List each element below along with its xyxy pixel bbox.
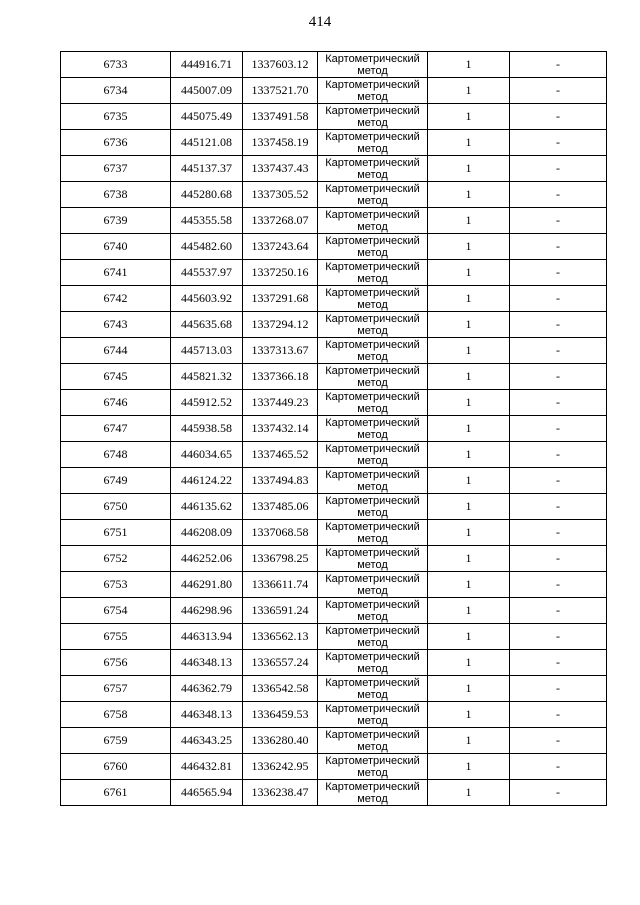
coordinate-x-cell: 446565.94: [171, 780, 243, 806]
method-line-2: метод: [357, 246, 388, 259]
accuracy-cell: 1: [428, 104, 510, 130]
table-row: [61, 338, 607, 364]
table-row: [61, 546, 607, 572]
accuracy-cell: 1: [428, 78, 510, 104]
coordinate-x-cell: 446208.09: [171, 520, 243, 546]
method-line-1: Картометрический: [325, 364, 420, 377]
method-cell: [318, 286, 428, 312]
table-row: [61, 728, 607, 754]
coordinate-y-cell: 1336242.95: [243, 754, 318, 780]
coordinate-x-cell: 446124.22: [171, 468, 243, 494]
accuracy-cell: 1: [428, 130, 510, 156]
table-row: [61, 208, 607, 234]
table-row: [61, 416, 607, 442]
point-number-cell: 6742: [61, 286, 171, 312]
coordinates-table: [60, 51, 607, 806]
method-cell: [318, 364, 428, 390]
coordinate-y-cell: 1336798.25: [243, 546, 318, 572]
coordinate-x-cell: 446362.79: [171, 676, 243, 702]
method-text: [318, 728, 427, 753]
accuracy-cell: 1: [428, 260, 510, 286]
point-number-cell: 6755: [61, 624, 171, 650]
method-line-2: метод: [357, 792, 388, 805]
method-text: [318, 260, 427, 285]
accuracy-cell: 1: [428, 364, 510, 390]
point-number-cell: 6752: [61, 546, 171, 572]
method-cell: [318, 754, 428, 780]
note-cell: -: [510, 52, 607, 78]
method-line-2: метод: [357, 272, 388, 285]
method-line-1: Картометрический: [325, 520, 420, 533]
coordinate-x-cell: 446348.13: [171, 650, 243, 676]
method-line-2: метод: [357, 168, 388, 181]
coordinate-y-cell: 1337291.68: [243, 286, 318, 312]
note-cell: -: [510, 156, 607, 182]
method-line-1: Картометрический: [325, 468, 420, 481]
method-text: [318, 208, 427, 233]
point-number-cell: 6733: [61, 52, 171, 78]
table-row: [61, 494, 607, 520]
method-text: [318, 130, 427, 155]
note-cell: -: [510, 442, 607, 468]
coordinate-y-cell: 1337268.07: [243, 208, 318, 234]
point-number-cell: 6757: [61, 676, 171, 702]
accuracy-cell: 1: [428, 182, 510, 208]
method-line-2: метод: [357, 584, 388, 597]
note-cell: -: [510, 130, 607, 156]
method-text: [318, 286, 427, 311]
accuracy-cell: 1: [428, 546, 510, 572]
accuracy-cell: 1: [428, 208, 510, 234]
method-line-2: метод: [357, 220, 388, 233]
method-line-1: Картометрический: [325, 676, 420, 689]
method-line-1: Картометрический: [325, 416, 420, 429]
point-number-cell: 6749: [61, 468, 171, 494]
method-line-1: Картометрический: [325, 312, 420, 325]
method-line-1: Картометрический: [325, 494, 420, 507]
coordinate-x-cell: 446298.96: [171, 598, 243, 624]
method-text: [318, 494, 427, 519]
method-line-2: метод: [357, 636, 388, 649]
point-number-cell: 6759: [61, 728, 171, 754]
table-row: [61, 130, 607, 156]
method-line-1: Картометрический: [325, 208, 420, 221]
method-cell: [318, 312, 428, 338]
method-line-1: Картометрический: [325, 702, 420, 715]
note-cell: -: [510, 572, 607, 598]
method-cell: [318, 234, 428, 260]
method-cell: [318, 546, 428, 572]
point-number-cell: 6761: [61, 780, 171, 806]
coordinate-x-cell: 446432.81: [171, 754, 243, 780]
coordinate-x-cell: 445355.58: [171, 208, 243, 234]
method-line-1: Картометрический: [325, 130, 420, 143]
accuracy-cell: 1: [428, 52, 510, 78]
accuracy-cell: 1: [428, 312, 510, 338]
accuracy-cell: 1: [428, 624, 510, 650]
table-row: [61, 780, 607, 806]
table-row: [61, 650, 607, 676]
note-cell: -: [510, 234, 607, 260]
method-line-1: Картометрический: [325, 598, 420, 611]
table-row: [61, 754, 607, 780]
coordinate-y-cell: 1337465.52: [243, 442, 318, 468]
method-line-1: Картометрический: [325, 104, 420, 117]
method-line-2: метод: [357, 402, 388, 415]
method-line-2: метод: [357, 766, 388, 779]
coordinate-y-cell: 1336542.58: [243, 676, 318, 702]
method-cell: [318, 442, 428, 468]
point-number-cell: 6751: [61, 520, 171, 546]
method-cell: [318, 104, 428, 130]
note-cell: -: [510, 364, 607, 390]
table-row: [61, 52, 607, 78]
method-line-1: Картометрический: [325, 754, 420, 767]
coordinate-y-cell: 1337068.58: [243, 520, 318, 546]
point-number-cell: 6746: [61, 390, 171, 416]
method-line-1: Картометрический: [325, 650, 420, 663]
coordinate-x-cell: 445137.37: [171, 156, 243, 182]
method-line-1: Картометрический: [325, 546, 420, 559]
method-cell: [318, 702, 428, 728]
method-line-2: метод: [357, 610, 388, 623]
accuracy-cell: 1: [428, 390, 510, 416]
table-row: [61, 234, 607, 260]
accuracy-cell: 1: [428, 780, 510, 806]
coordinate-x-cell: 445007.09: [171, 78, 243, 104]
note-cell: -: [510, 468, 607, 494]
method-line-2: метод: [357, 298, 388, 311]
accuracy-cell: 1: [428, 676, 510, 702]
coordinate-x-cell: 445280.68: [171, 182, 243, 208]
method-text: [318, 468, 427, 493]
accuracy-cell: 1: [428, 598, 510, 624]
note-cell: -: [510, 260, 607, 286]
note-cell: -: [510, 208, 607, 234]
point-number-cell: 6741: [61, 260, 171, 286]
point-number-cell: 6753: [61, 572, 171, 598]
method-line-1: Картометрический: [325, 286, 420, 299]
method-cell: [318, 676, 428, 702]
method-text: [318, 78, 427, 103]
coordinate-x-cell: 445121.08: [171, 130, 243, 156]
coordinate-x-cell: 446343.25: [171, 728, 243, 754]
method-text: [318, 416, 427, 441]
point-number-cell: 6736: [61, 130, 171, 156]
point-number-cell: 6740: [61, 234, 171, 260]
method-line-1: Картометрический: [325, 338, 420, 351]
method-line-2: метод: [357, 480, 388, 493]
accuracy-cell: 1: [428, 520, 510, 546]
coordinate-x-cell: 446313.94: [171, 624, 243, 650]
method-line-2: метод: [357, 64, 388, 77]
coordinate-y-cell: 1337366.18: [243, 364, 318, 390]
accuracy-cell: 1: [428, 442, 510, 468]
coordinate-x-cell: 445821.32: [171, 364, 243, 390]
coordinate-y-cell: 1337491.58: [243, 104, 318, 130]
table-row: [61, 104, 607, 130]
accuracy-cell: 1: [428, 494, 510, 520]
accuracy-cell: 1: [428, 702, 510, 728]
method-text: [318, 156, 427, 181]
coordinate-x-cell: 445482.60: [171, 234, 243, 260]
accuracy-cell: 1: [428, 286, 510, 312]
method-text: [318, 624, 427, 649]
method-text: [318, 676, 427, 701]
method-line-1: Картометрический: [325, 52, 420, 65]
coordinate-y-cell: 1337449.23: [243, 390, 318, 416]
method-line-1: Картометрический: [325, 572, 420, 585]
method-text: [318, 442, 427, 467]
method-text: [318, 598, 427, 623]
accuracy-cell: 1: [428, 416, 510, 442]
accuracy-cell: 1: [428, 728, 510, 754]
note-cell: -: [510, 754, 607, 780]
point-number-cell: 6756: [61, 650, 171, 676]
accuracy-cell: 1: [428, 234, 510, 260]
method-cell: [318, 520, 428, 546]
method-text: [318, 520, 427, 545]
accuracy-cell: 1: [428, 650, 510, 676]
method-cell: [318, 572, 428, 598]
table-row: [61, 364, 607, 390]
method-cell: [318, 156, 428, 182]
point-number-cell: 6738: [61, 182, 171, 208]
method-text: [318, 234, 427, 259]
point-number-cell: 6739: [61, 208, 171, 234]
method-text: [318, 390, 427, 415]
point-number-cell: 6737: [61, 156, 171, 182]
coordinate-x-cell: 445537.97: [171, 260, 243, 286]
coordinate-x-cell: 445938.58: [171, 416, 243, 442]
coordinate-y-cell: 1336611.74: [243, 572, 318, 598]
method-line-2: метод: [357, 506, 388, 519]
table-row: [61, 520, 607, 546]
method-line-2: метод: [357, 90, 388, 103]
coordinate-y-cell: 1337603.12: [243, 52, 318, 78]
table-row: [61, 78, 607, 104]
method-text: [318, 312, 427, 337]
note-cell: -: [510, 546, 607, 572]
table-row: [61, 624, 607, 650]
method-text: [318, 546, 427, 571]
method-line-2: метод: [357, 688, 388, 701]
note-cell: -: [510, 182, 607, 208]
coordinate-y-cell: 1336591.24: [243, 598, 318, 624]
method-line-1: Картометрический: [325, 624, 420, 637]
method-line-1: Картометрический: [325, 780, 420, 793]
coordinate-y-cell: 1337485.06: [243, 494, 318, 520]
table-row: [61, 390, 607, 416]
method-cell: [318, 598, 428, 624]
method-line-1: Картометрический: [325, 728, 420, 741]
point-number-cell: 6754: [61, 598, 171, 624]
method-cell: [318, 338, 428, 364]
point-number-cell: 6735: [61, 104, 171, 130]
note-cell: -: [510, 676, 607, 702]
note-cell: -: [510, 312, 607, 338]
coordinate-x-cell: 446252.06: [171, 546, 243, 572]
note-cell: -: [510, 650, 607, 676]
method-cell: [318, 624, 428, 650]
method-text: [318, 364, 427, 389]
method-line-2: метод: [357, 428, 388, 441]
coordinate-y-cell: 1336557.24: [243, 650, 318, 676]
method-line-1: Картометрический: [325, 260, 420, 273]
accuracy-cell: 1: [428, 754, 510, 780]
note-cell: -: [510, 338, 607, 364]
note-cell: -: [510, 416, 607, 442]
method-cell: [318, 728, 428, 754]
coordinates-table-body: [61, 52, 607, 806]
method-text: [318, 52, 427, 77]
method-line-2: метод: [357, 324, 388, 337]
coordinate-y-cell: 1337243.64: [243, 234, 318, 260]
method-line-2: метод: [357, 558, 388, 571]
method-line-1: Картометрический: [325, 156, 420, 169]
method-cell: [318, 130, 428, 156]
table-row: [61, 156, 607, 182]
accuracy-cell: 1: [428, 468, 510, 494]
method-line-1: Картометрический: [325, 442, 420, 455]
method-cell: [318, 78, 428, 104]
method-text: [318, 572, 427, 597]
method-cell: [318, 494, 428, 520]
point-number-cell: 6748: [61, 442, 171, 468]
method-line-1: Картометрический: [325, 182, 420, 195]
method-line-2: метод: [357, 350, 388, 363]
method-cell: [318, 468, 428, 494]
method-cell: [318, 780, 428, 806]
point-number-cell: 6747: [61, 416, 171, 442]
coordinate-y-cell: 1337458.19: [243, 130, 318, 156]
point-number-cell: 6750: [61, 494, 171, 520]
coordinate-y-cell: 1336280.40: [243, 728, 318, 754]
table-row: [61, 286, 607, 312]
method-line-2: метод: [357, 376, 388, 389]
coordinate-x-cell: 445912.52: [171, 390, 243, 416]
point-number-cell: 6745: [61, 364, 171, 390]
coordinate-y-cell: 1337305.52: [243, 182, 318, 208]
method-cell: [318, 650, 428, 676]
method-line-2: метод: [357, 454, 388, 467]
method-line-2: метод: [357, 662, 388, 675]
method-line-1: Картометрический: [325, 234, 420, 247]
method-text: [318, 338, 427, 363]
coordinate-y-cell: 1336459.53: [243, 702, 318, 728]
method-text: [318, 754, 427, 779]
table-row: [61, 182, 607, 208]
note-cell: -: [510, 78, 607, 104]
method-line-2: метод: [357, 142, 388, 155]
coordinate-y-cell: 1336238.47: [243, 780, 318, 806]
method-line-1: Картометрический: [325, 78, 420, 91]
coordinate-y-cell: 1337437.43: [243, 156, 318, 182]
accuracy-cell: 1: [428, 338, 510, 364]
method-cell: [318, 390, 428, 416]
method-line-2: метод: [357, 714, 388, 727]
coordinate-x-cell: 446291.80: [171, 572, 243, 598]
coordinate-y-cell: 1337313.67: [243, 338, 318, 364]
table-row: [61, 702, 607, 728]
table-row: [61, 676, 607, 702]
method-line-2: метод: [357, 532, 388, 545]
note-cell: -: [510, 104, 607, 130]
accuracy-cell: 1: [428, 572, 510, 598]
note-cell: -: [510, 624, 607, 650]
method-cell: [318, 208, 428, 234]
coordinate-x-cell: 445635.68: [171, 312, 243, 338]
method-text: [318, 182, 427, 207]
method-line-1: Картометрический: [325, 390, 420, 403]
method-line-2: метод: [357, 194, 388, 207]
method-text: [318, 780, 427, 805]
table-row: [61, 312, 607, 338]
note-cell: -: [510, 598, 607, 624]
coordinate-x-cell: 445713.03: [171, 338, 243, 364]
point-number-cell: 6758: [61, 702, 171, 728]
point-number-cell: 6744: [61, 338, 171, 364]
coordinate-y-cell: 1337294.12: [243, 312, 318, 338]
method-cell: [318, 52, 428, 78]
coordinate-y-cell: 1337494.83: [243, 468, 318, 494]
note-cell: -: [510, 494, 607, 520]
coordinate-x-cell: 446034.65: [171, 442, 243, 468]
method-text: [318, 104, 427, 129]
table-row: [61, 468, 607, 494]
method-text: [318, 650, 427, 675]
coordinate-y-cell: 1337432.14: [243, 416, 318, 442]
note-cell: -: [510, 520, 607, 546]
coordinate-y-cell: 1337521.70: [243, 78, 318, 104]
note-cell: -: [510, 390, 607, 416]
method-cell: [318, 416, 428, 442]
point-number-cell: 6760: [61, 754, 171, 780]
note-cell: -: [510, 728, 607, 754]
note-cell: -: [510, 286, 607, 312]
note-cell: -: [510, 702, 607, 728]
table-row: [61, 598, 607, 624]
coordinate-x-cell: 445075.49: [171, 104, 243, 130]
method-line-2: метод: [357, 740, 388, 753]
page-number: 414: [308, 14, 332, 30]
method-cell: [318, 260, 428, 286]
method-text: [318, 702, 427, 727]
table-row: [61, 442, 607, 468]
point-number-cell: 6743: [61, 312, 171, 338]
coordinate-x-cell: 444916.71: [171, 52, 243, 78]
coordinate-y-cell: 1337250.16: [243, 260, 318, 286]
coordinate-y-cell: 1336562.13: [243, 624, 318, 650]
point-number-cell: 6734: [61, 78, 171, 104]
coordinate-x-cell: 445603.92: [171, 286, 243, 312]
method-line-2: метод: [357, 116, 388, 129]
method-cell: [318, 182, 428, 208]
table-row: [61, 572, 607, 598]
accuracy-cell: 1: [428, 156, 510, 182]
table-row: [61, 260, 607, 286]
note-cell: -: [510, 780, 607, 806]
coordinate-x-cell: 446348.13: [171, 702, 243, 728]
coordinate-x-cell: 446135.62: [171, 494, 243, 520]
